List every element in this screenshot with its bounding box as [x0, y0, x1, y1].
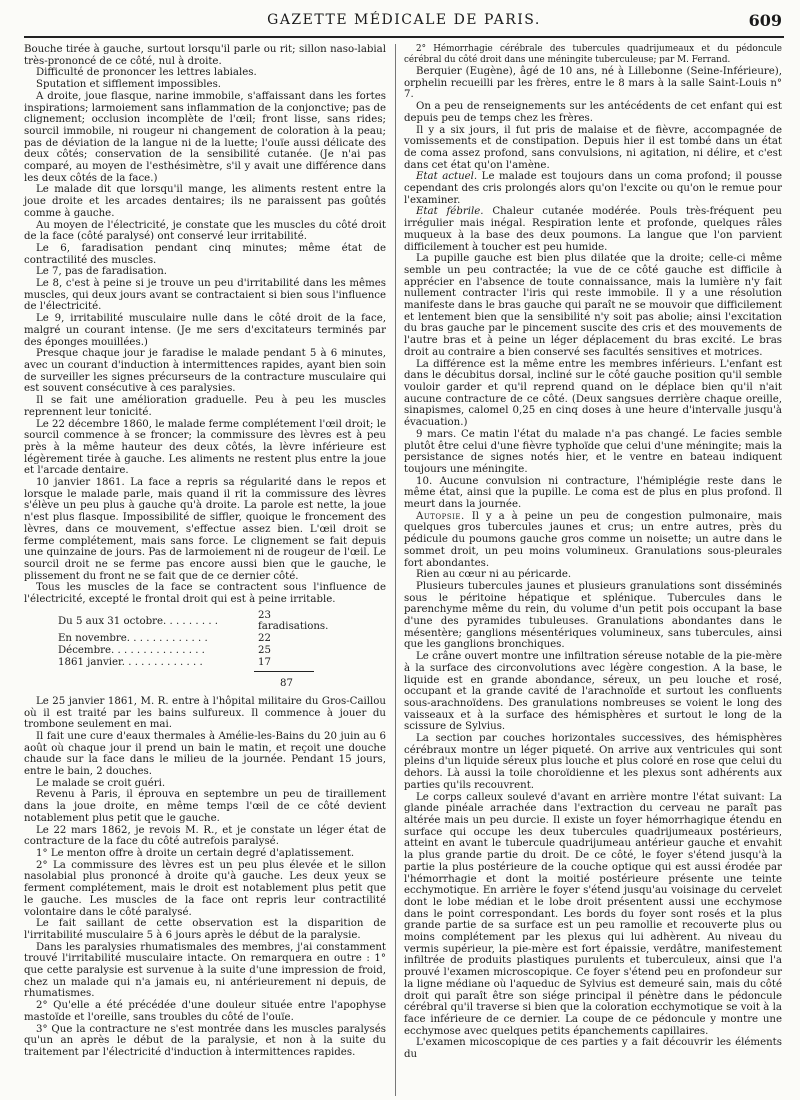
article-title: 2° Hémorrhagie cérébrale des tubercules quadrijumeaux et du pédoncule cérébral du côté droit dans une méningite tuberculeuse; par M. Ferrand. [404, 44, 782, 65]
paragraph: 10 janvier 1861. La face a repris sa régularité dans le repos et lorsque le malade parle, mais quand il rit la commissure des lèvres s'élève un peu plus à gauche qu'à droite. La parole est nette, la joue n'est plus flasque. Impossibilité de siffler, quoique le froncement des lèvres, dans ce mouvement, s'effectue assez bien. L'œil droit se ferme complétement, mais sans force. Le clignement se fait depuis une quinzaine de jours. Pas de larmoiement ni de rougeur de l'œil. Le sourcil droit ne se ferme pas encore aussi bien que le gauche, le plissement du front ne se fait que de ce dernier côté. [24, 477, 386, 582]
table-cell-value: 17 [258, 657, 271, 669]
column-divider [395, 44, 396, 1096]
paragraph: Au moyen de l'électricité, je constate que les muscles du côté droit de la face (côté paralysé) ont conservé leur irritabilité. [24, 219, 386, 243]
paragraph: Le 9, irritabilité musculaire nulle dans le côté droit de la face, malgré un courant intense. (Je me sers d'excitateurs terminés par des éponges mouillées.) [24, 313, 386, 348]
paragraph: Bouche tirée à gauche, surtout lorsqu'il parle ou rit; sillon naso-labial très-prononcé de ce côté, nul à droite. [24, 44, 386, 67]
paragraph: Il se fait une amélioration graduelle. Peu à peu les muscles reprennent leur tonicité. [24, 395, 386, 418]
paragraph-text: Chaleur cutanée modérée. Pouls très-fréquent peu irrégulier mais inégal. Respiration lente et profonde, quelques râles muqueux à la base des deux poumons. La langue que l'on parvient difficilement à toucher est peu humide. [404, 206, 782, 253]
paragraph: Rien au cœur ni au péricarde. [416, 569, 572, 581]
table-cell-label: 1861 janvier. . . . . . . . . . . . . [58, 657, 203, 669]
table-cell-value: 22 [258, 633, 271, 645]
paragraph [404, 206, 782, 253]
paragraph: Dans les paralysies rhumatismales des membres, j'ai constamment trouvé l'irritabilité musculaire intacte. On remarquera en outre : 1° que cette paralysie est survenue à la suite d'une impression de froid, chez un malade qui n'a jamais eu, ni antérieurement ni depuis, de rhumatismes. [24, 941, 386, 1000]
paragraph: 2° Qu'elle a été précédée d'une douleur située entre l'apophyse mastoïde et l'oreille, sans troubles du côté de l'ouïe. [24, 1000, 386, 1023]
paragraph: 3° Que la contracture ne s'est montrée dans les muscles paralysés qu'un an après le début de la paralysie, et non à la suite du traitement par l'électricité d'induction à intermittences rapides. [24, 1023, 386, 1058]
paragraph: Le corps calleux soulevé d'avant en arrière montre l'état suivant: La glande pinéale arrachée dans l'extraction du cerveau ne paraît pas altérée mais un peu durcie. Il existe un foyer hémorrhagique étendu en surface qui occupe les deux tubercules quadrijumeaux postérieurs, atteint en avant le tubercule quadrijumeau antérieur gauche et envahit la plus grande partie du droit. De ce côté, le foyer s'étend jusqu'à la partie la plus postérieure de la couche optique qui est aussi érodée par l'hémorrhagie et dont la moitié postérieure présente une teinte ecchymotique. En arrière le foyer s'étend jusqu'au voisinage du cervelet dont le lobe médian et le lobe droit présentent aussi une ecchymose dans le point correspondant. Les bords du foyer sont rosés et la plus grande partie de sa surface est un peu ramollie et recouverte plus ou moins complétement par les plexus qui lui adhèrent. Au niveau du vermis supérieur, la pie-mère est fort épaissie, verdâtre, manifestement infiltrée de produits plastiques purulents et tuberculeux, ainsi que l'a prouvé l'examen microscopique. Ce foyer s'étend peu en profondeur sur la ligne médiane où l'aqueduc de Sylvius est demeuré sain, mais du côté droit qui paraît être son siége principal il pénètre dans le pédoncule cérébral qu'il traverse si bien que la coloration ecchymotique se voit à la face inférieure de ce dernier. La coupe de ce pédoncule y montre une ecchymose avec quelques petits épanchements capillaires. [404, 791, 782, 1037]
paragraph: Le malade se croit guéri. [36, 777, 166, 789]
paragraph [404, 171, 782, 206]
paragraph: La pupille gauche est bien plus dilatée que la droite; celle-ci même semble un peu contractée; la vue de ce côté gauche est difficile à apprécier en l'absence de toute connaissance, mais la lumière n'y fait nullement contracter l'iris qui reste immobile. Il y a une résolution manifeste dans le bras gauche qui paraît ne se mouvoir que difficilement et lentement bien que la sensibilité n'y soit pas abolie; ainsi l'excitation du bras gauche par le pincement suscite des cris et des mouvements de l'autre bras et à peine un léger déplacement du bras excité. Le bras droit au contraire a bien conservé ses facultés sensitives et motrices. [404, 253, 782, 358]
paragraph: Le fait saillant de cette observation est la disparition de l'irritabilité musculaire 5 à 6 jours après le début de la paralysie. [24, 918, 386, 941]
paragraph: Le 6, faradisation pendant cinq minutes; même état de contractilité des muscles. [24, 242, 386, 266]
paragraph: Tous les muscles de la face se contractent sous l'influence de l'électricité, excepté le frontal droit qui est à peine irritable. [24, 582, 386, 606]
section-lead: Etat actuel. [416, 171, 478, 183]
table-row [58, 610, 328, 633]
section-lead: Etat fébrile. [416, 206, 484, 218]
paragraph: Il y a six jours, il fut pris de malaise et de fièvre, accompagnée de vomissements et de constipation. Depuis hier il est tombé dans un état de coma assez profond, sans convulsions, ni agitation, ni délire, et c'est dans cet état qu'on l'amène. [404, 124, 782, 171]
paragraph: Presque chaque jour je faradise le malade pendant 5 à 6 minutes, avec un courant d'induction à intermittences rapides, ayant bien soin de surveiller les signes précurseurs de la contracture musculaire qui est souvent consécutive à ces paralysies. [24, 348, 386, 395]
table-cell-value: 23 faradisations. [258, 609, 329, 633]
table-cell-label: Du 5 aux 31 octobre. . . . . . . . . [58, 615, 219, 627]
paragraph: 1° Le menton offre à droite un certain degré d'aplatissement. [36, 848, 355, 859]
paragraph: Le crâne ouvert montre une infiltration séreuse notable de la pie-mère à la surface des circonvolutions avec légère congestion. A la base, le liquide est en grande abondance, séreux, un peu louche et rosé, occupant et la grande cavité de l'arachnoïde et surtout les confluents sous-arachnoïdens. Des granulations nombreuses se voient le long des vaisseaux et à la surface des hémisphères et surtout le long de la scissure de Sylvius. [404, 651, 782, 733]
paragraph: Il fait une cure d'eaux thermales à Amélie-les-Bains du 20 juin au 6 août où chaque jour il prend un bain le matin, et reçoit une douche chaude sur la face dans le milieu de la journée. Pendant 15 jours, entre le bain, 2 douches. [24, 730, 386, 778]
table-row [58, 657, 328, 669]
paragraph: 9 mars. Ce matin l'état du malade n'a pas changé. Le facies semble plutôt être celui d'une fièvre typhoïde que celui d'une méningite; mais la persistance de signes notés hier, et le ventre en bateau indiquent toujours une méningite. [404, 428, 782, 475]
paragraph: Revenu à Paris, il éprouva en septembre un peu de tiraillement dans la joue droite, en même temps l'œil de ce côté devient notablement plus petit que le gauche. [24, 789, 386, 824]
paragraph: Sputation et sifflement impossibles. [36, 79, 222, 91]
paragraph-text: Il y a à peine un peu de congestion pulmonaire, mais quelques gros tubercules jaunes et crus; un entre autres, près du pédicule du poumons gauche gros comme un noisette; un autre dans le sommet droit, un peu moins volumineux. Granulations sous-pleurales fort abondantes. [404, 510, 782, 569]
paragraph: 10. Aucune convulsion ni contracture, l'hémiplégie reste dans le même état, ainsi que la pupille. Le coma est de plus en plus profond. Il meurt dans la journée. [404, 475, 782, 511]
paragraph [404, 511, 782, 570]
table-total: 87 [280, 678, 293, 690]
paragraph: Plusieurs tubercules jaunes et plusieurs granulations sont disséminés sous le péritoine hépatique et splénique. Tubercules dans le parenchyme même du rein, du volume d'un petit pois occupant la base d'une des pyramides tubuleuses. Granulations abondantes dans le mésentère; ganglions mésentériques volumineux, sans tubercules, ainsi que les ganglions bronchiques. [404, 580, 782, 651]
faradisation-table [58, 610, 328, 669]
paragraph: On a peu de renseignements sur les antécédents de cet enfant qui est depuis peu de temps chez les frères. [404, 101, 782, 124]
table-row [58, 645, 328, 657]
paragraph: A droite, joue flasque, narine immobile, s'affaissant dans les fortes inspirations; larmoiement sans inflammation de la conjonctive; pas de clignement; occlusion incomplète de l'œil; front lisse, sans rides; sourcil immobile, ni rougeur ni changement de coloration à la peau; pas de déviation de la langue ni de la luette; l'ouïe aussi délicate des deux côtés; conservation de la sensibilité cutanée. (Je n'ai pas comparé, au moyen de l'esthésimètre, s'il y avait une différence dans les deux côtés de la face.) [24, 90, 387, 184]
table-row [58, 633, 328, 645]
paragraph: Le 8, c'est à peine si je trouve un peu d'irritabilité dans les mêmes muscles, qui deux jours avant se contractaient si bien sous l'influence de l'électricité. [24, 278, 386, 313]
paragraph: Le 22 mars 1862, je revois M. R., et je constate un léger état de contracture de la face du côté autrefois paralysé. [24, 824, 386, 848]
paragraph: Difficulté de prononcer les lettres labiales. [36, 67, 257, 79]
table-cell-value: 25 [258, 645, 271, 657]
paragraph: Le 22 décembre 1860, le malade ferme complétement l'œil droit; le sourcil commence à se froncer; la commissure des lèvres est à peu près à la même hauteur des deux côtés, la lèvre inférieure est légèrement tirée à gauche. Les aliments ne restent plus entre la joue et l'arcade dentaire. [24, 418, 386, 477]
right-column [404, 44, 782, 1061]
paragraph: Berquier (Eugène), âgé de 10 ans, né à Lillebonne (Seine-Inférieure), orphelin recueilli par les frères, entre le 8 mars à la salle Saint-Louis n° 7. [404, 66, 782, 101]
table-cell-label: En novembre. . . . . . . . . . . . . [58, 633, 208, 645]
paragraph: 2° La commissure des lèvres est un peu plus élevée et le sillon nasolabial plus prononcé à droite qu'à gauche. Les deux yeux se ferment complétement, mais le droit est notablement plus petit que le gauche. Les muscles de la face ont repris leur contractilité volontaire dans le côté paralysé. [24, 859, 386, 918]
left-column [24, 44, 386, 1059]
table-cell-label: Décembre. . . . . . . . . . . . . . . [58, 645, 205, 657]
paragraph: La différence est la même entre les membres inférieurs. L'enfant est dans le décubitus dorsal, incliné sur le côté gauche position qu'il semble vouloir garder et qu'il reprend quand on le déplace bien qu'il n'ait aucune contracture de ce côté. (Deux sangsues derrière chaque oreille, sinapismes, calomel 0,25 en cinq doses à une heure d'intervalle jusqu'à évacuation.) [404, 358, 782, 429]
paragraph: Le malade dit que lorsqu'il mange, les aliments restent entre la joue droite et les arcades dentaires; ils ne paraissent pas goûtés comme à gauche. [24, 184, 386, 219]
page-number: 609 [748, 11, 782, 30]
journal-title: GAZETTE MÉDICALE DE PARIS. [267, 12, 541, 28]
sum-rule [254, 671, 314, 672]
paragraph-text: Le malade est toujours dans un coma profond; il pousse cependant des cris prolongés alors qu'on l'excite ou qu'on le remue pour l'examiner. [404, 171, 782, 206]
paragraph: Le 7, pas de faradisation. [36, 266, 167, 278]
paragraph: Le 25 janvier 1861, M. R. entre à l'hôpital militaire du Gros-Caillou où il est traité par les bains sulfureux. Il commence à jouer du trombone seulement en mai. [24, 695, 386, 731]
paragraph: La section par couches horizontales successives, des hémisphères cérébraux montre un léger piqueté. On arrive aux ventricules qui sont pleins d'un liquide séreux plus louche et plus coloré en rose que celui du dehors. Là aussi la toile choroïdienne et les plexus sont adhérents aux parties qu'ils recouvrent. [404, 733, 782, 791]
section-lead: Autopsie. [416, 510, 465, 522]
page-header [24, 10, 784, 38]
paragraph: L'examen micoscopique de ces parties y a fait découvrir les éléments du [404, 1037, 782, 1061]
